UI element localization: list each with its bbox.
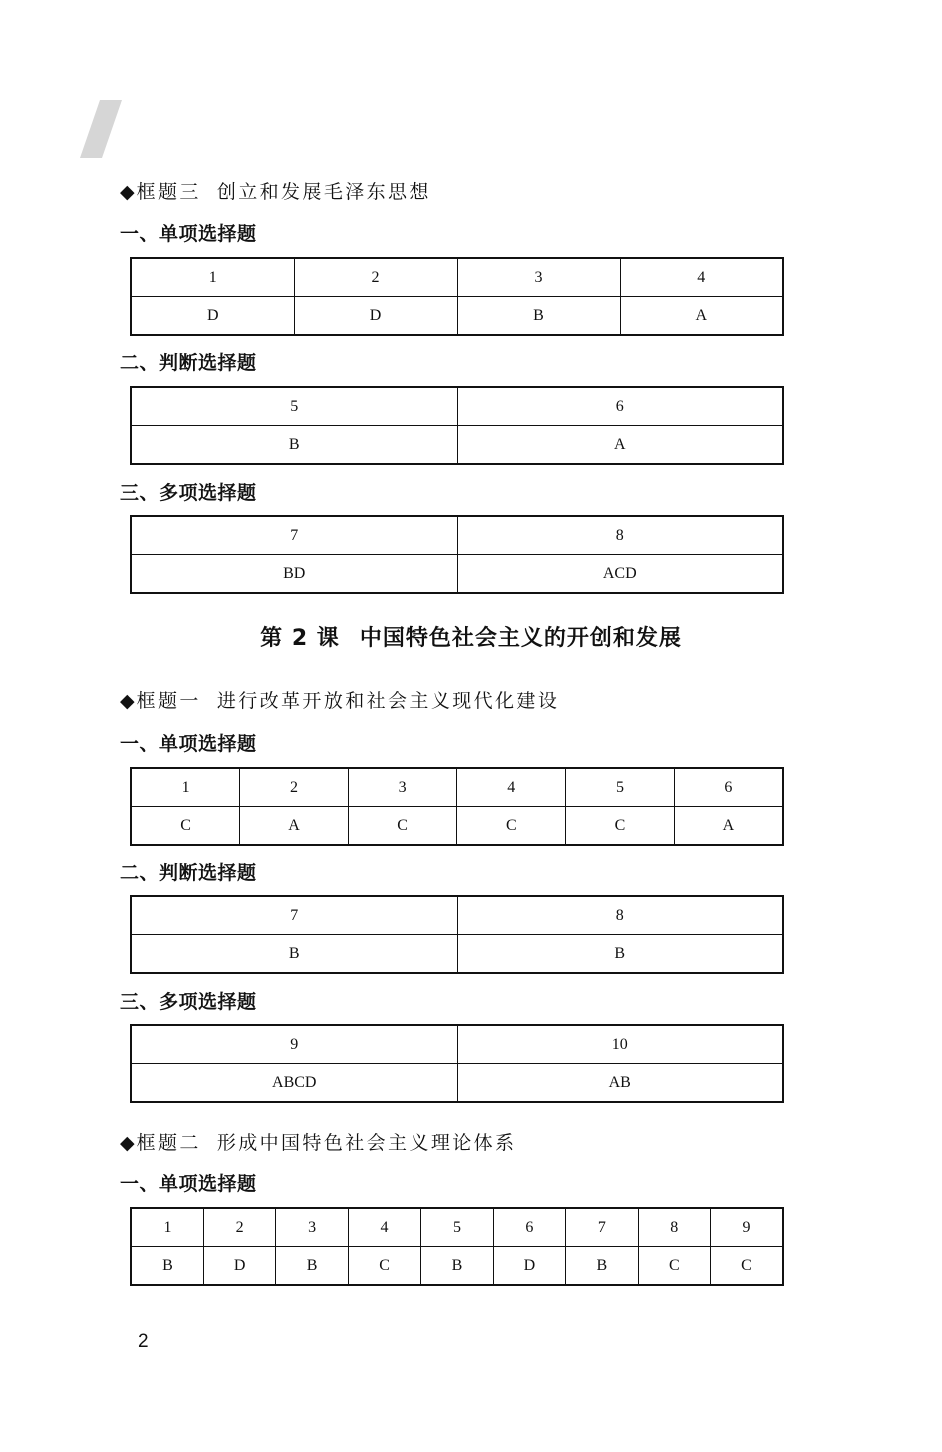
answer-cell: B xyxy=(131,935,457,974)
subsection-title: 三、多项选择题 xyxy=(120,991,257,1013)
answer-table xyxy=(130,257,784,336)
question-number-cell: 6 xyxy=(493,1208,565,1247)
banner-title: 《思想政治 基础模块 中国特色社会主义》同步检测 xyxy=(170,120,616,144)
question-number-cell: 8 xyxy=(457,896,783,935)
subsection-title: 一、单项选择题 xyxy=(120,223,257,245)
answer-cell: A xyxy=(674,807,783,846)
question-number-cell: 10 xyxy=(457,1025,783,1064)
subsection-title: 一、单项选择题 xyxy=(120,733,257,755)
question-number-cell: 5 xyxy=(131,387,457,426)
lesson-heading xyxy=(0,621,942,652)
question-number-cell: 4 xyxy=(457,768,566,807)
question-number-cell: 2 xyxy=(203,1208,275,1247)
answer-cell: D xyxy=(131,297,294,336)
question-number-cell: 5 xyxy=(421,1208,493,1247)
answer-row xyxy=(131,297,783,336)
answer-cell: ABCD xyxy=(131,1064,457,1103)
answer-cell: C xyxy=(638,1247,710,1286)
question-number-cell: 1 xyxy=(131,768,240,807)
page-number: 2 xyxy=(138,1331,149,1352)
question-number-cell: 7 xyxy=(566,1208,638,1247)
answer-cell: B xyxy=(457,935,783,974)
answer-cell: C xyxy=(711,1247,784,1286)
answer-table xyxy=(130,386,784,465)
subsection-title: 一、单项选择题 xyxy=(120,1173,257,1195)
answer-cell: ACD xyxy=(457,555,783,594)
subsection-title: 二、判断选择题 xyxy=(120,352,257,374)
answer-row xyxy=(131,1064,783,1103)
question-number-cell: 6 xyxy=(457,387,783,426)
section-heading xyxy=(120,686,559,713)
question-number-cell: 1 xyxy=(131,1208,203,1247)
question-number-cell: 2 xyxy=(240,768,349,807)
question-number-row xyxy=(131,258,783,297)
section-label: 框题一 xyxy=(136,690,201,712)
section-label: 框题三 xyxy=(136,181,201,203)
answer-cell: B xyxy=(131,426,457,465)
section-title: 形成中国特色社会主义理论体系 xyxy=(216,1132,517,1154)
question-number-cell: 3 xyxy=(348,768,457,807)
answer-cell: C xyxy=(457,807,566,846)
answer-cell: C xyxy=(131,807,240,846)
subsection-title: 二、判断选择题 xyxy=(120,862,257,884)
question-number-row xyxy=(131,1208,783,1247)
question-number-row xyxy=(131,768,783,807)
answer-row xyxy=(131,1247,783,1286)
question-number-cell: 7 xyxy=(131,516,457,555)
question-number-cell: 9 xyxy=(711,1208,784,1247)
diamond-bullet-icon: ◆ xyxy=(120,1132,135,1154)
answer-cell: B xyxy=(421,1247,493,1286)
answer-row xyxy=(131,555,783,594)
answer-cell: D xyxy=(493,1247,565,1286)
header-banner xyxy=(78,98,682,160)
answer-cell: C xyxy=(566,807,675,846)
answer-cell: B xyxy=(566,1247,638,1286)
question-number-cell: 5 xyxy=(566,768,675,807)
diamond-bullet-icon: ◆ xyxy=(120,690,135,712)
answer-cell: C xyxy=(348,1247,420,1286)
answer-cell: B xyxy=(457,297,620,336)
answer-cell: B xyxy=(131,1247,203,1286)
question-number-cell: 6 xyxy=(674,768,783,807)
section-title: 创立和发展毛泽东思想 xyxy=(216,181,431,203)
question-number-cell: 7 xyxy=(131,896,457,935)
answer-table xyxy=(130,1207,784,1286)
answer-table xyxy=(130,895,784,974)
answer-table xyxy=(130,767,784,846)
section-title: 进行改革开放和社会主义现代化建设 xyxy=(216,690,560,712)
question-number-cell: 3 xyxy=(457,258,620,297)
question-number-cell: 9 xyxy=(131,1025,457,1064)
answer-row xyxy=(131,807,783,846)
section-label: 框题二 xyxy=(136,1132,201,1154)
question-number-row xyxy=(131,387,783,426)
answer-cell: A xyxy=(457,426,783,465)
answer-row xyxy=(131,935,783,974)
question-number-cell: 4 xyxy=(620,258,783,297)
answer-row xyxy=(131,426,783,465)
question-number-cell: 1 xyxy=(131,258,294,297)
lesson-number: 第 2 课 xyxy=(260,626,340,651)
question-number-cell: 2 xyxy=(294,258,457,297)
answer-cell: C xyxy=(348,807,457,846)
question-number-row xyxy=(131,896,783,935)
section-heading xyxy=(120,1128,516,1155)
diamond-bullet-icon: ◆ xyxy=(120,181,135,203)
answer-cell: D xyxy=(203,1247,275,1286)
question-number-cell: 8 xyxy=(638,1208,710,1247)
question-number-row xyxy=(131,516,783,555)
answer-cell: A xyxy=(240,807,349,846)
answer-cell: D xyxy=(294,297,457,336)
answer-cell: BD xyxy=(131,555,457,594)
section-heading xyxy=(120,177,431,204)
answer-cell: B xyxy=(276,1247,348,1286)
answer-table xyxy=(130,1024,784,1103)
question-number-row xyxy=(131,1025,783,1064)
question-number-cell: 4 xyxy=(348,1208,420,1247)
subsection-title: 三、多项选择题 xyxy=(120,482,257,504)
answer-table xyxy=(130,515,784,594)
question-number-cell: 3 xyxy=(276,1208,348,1247)
answer-cell: A xyxy=(620,297,783,336)
answer-cell: AB xyxy=(457,1064,783,1103)
lesson-title: 中国特色社会主义的开创和发展 xyxy=(359,626,682,651)
question-number-cell: 8 xyxy=(457,516,783,555)
